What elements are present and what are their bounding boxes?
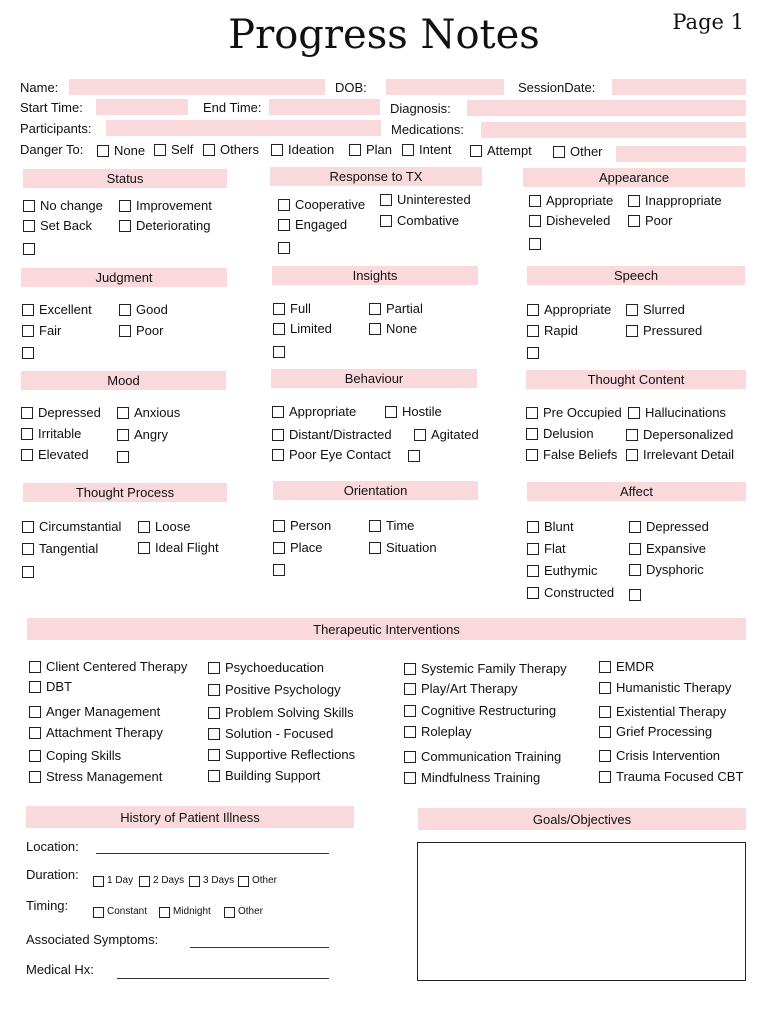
mood-elevated[interactable]: Elevated: [21, 447, 89, 463]
affect-depressed[interactable]: Depressed: [629, 519, 709, 535]
intervention-stress-management[interactable]: Stress Management: [29, 769, 162, 785]
checkbox[interactable]: [599, 661, 611, 673]
page-title: Progress Notes: [228, 12, 540, 58]
interventions-header: Therapeutic Interventions: [27, 618, 746, 640]
checkbox[interactable]: [21, 428, 33, 440]
response-engaged[interactable]: Engaged: [278, 217, 347, 233]
checkbox[interactable]: [278, 199, 290, 211]
checkbox[interactable]: [404, 772, 416, 784]
intervention-roleplay[interactable]: Roleplay: [404, 724, 472, 740]
checkbox[interactable]: [626, 325, 638, 337]
orientation-situation[interactable]: Situation: [369, 540, 437, 556]
medical-hx-label: Medical Hx:: [26, 962, 94, 977]
checkbox[interactable]: [23, 200, 35, 212]
associated-symptoms-label: Associated Symptoms:: [26, 932, 159, 947]
response-header: Response to TX: [270, 167, 482, 186]
associated-symptoms-line[interactable]: [190, 947, 329, 948]
behaviour-hostile[interactable]: Hostile: [385, 404, 442, 420]
checkbox[interactable]: [273, 323, 285, 335]
insights-blank-checkbox[interactable]: [273, 346, 285, 358]
checkbox[interactable]: [628, 407, 640, 419]
checkbox[interactable]: [272, 406, 284, 418]
thought-content-depersonalized[interactable]: Depersonalized: [626, 427, 733, 443]
thought-content-irrelevant-detail[interactable]: Irrelevant Detail: [626, 447, 734, 463]
status-improvement[interactable]: Improvement: [119, 198, 212, 214]
checkbox[interactable]: [380, 194, 392, 206]
danger-intent[interactable]: Intent: [402, 142, 452, 158]
thought-content-header: Thought Content: [526, 370, 746, 389]
intervention-crisis[interactable]: Crisis Intervention: [599, 748, 720, 764]
checkbox[interactable]: [628, 215, 640, 227]
duration-1-day[interactable]: 1 Day: [93, 873, 133, 889]
checkbox[interactable]: [29, 706, 41, 718]
checkbox[interactable]: [119, 220, 131, 232]
checkbox[interactable]: [119, 304, 131, 316]
checkbox[interactable]: [138, 521, 150, 533]
checkbox[interactable]: [599, 771, 611, 783]
timing-midnight[interactable]: Midnight: [159, 904, 211, 920]
checkbox[interactable]: [208, 728, 220, 740]
insights-limited[interactable]: Limited: [273, 321, 332, 337]
diagnosis-label: Diagnosis:: [390, 101, 451, 116]
judgment-blank-checkbox[interactable]: [22, 347, 34, 359]
behaviour-poor-eye-contact[interactable]: Poor Eye Contact: [272, 447, 391, 463]
intervention-dbt[interactable]: DBT: [29, 679, 72, 695]
intervention-play-art[interactable]: Play/Art Therapy: [404, 681, 518, 697]
intervention-problem-solving[interactable]: Problem Solving Skills: [208, 705, 354, 721]
checkbox[interactable]: [385, 406, 397, 418]
timing-label: Timing:: [26, 898, 69, 913]
duration-other[interactable]: Other: [238, 873, 277, 889]
status-set-back[interactable]: Set Back: [23, 218, 92, 234]
thought-process-ideal-flight[interactable]: Ideal Flight: [138, 540, 219, 556]
name-field[interactable]: [69, 79, 325, 95]
dob-label: DOB:: [335, 80, 367, 95]
start-time-label: Start Time:: [20, 100, 83, 115]
status-deteriorating[interactable]: Deteriorating: [119, 218, 210, 234]
thought-content-preoccupied[interactable]: Pre Occupied: [526, 405, 622, 421]
location-line[interactable]: [96, 853, 329, 854]
checkbox[interactable]: [599, 726, 611, 738]
speech-header: Speech: [527, 266, 745, 285]
session-date-label: SessionDate:: [518, 80, 596, 95]
checkbox[interactable]: [404, 726, 416, 738]
speech-pressured[interactable]: Pressured: [626, 323, 702, 339]
checkbox[interactable]: [629, 543, 641, 555]
checkbox[interactable]: [159, 907, 170, 918]
duration-3-days[interactable]: 3 Days: [189, 873, 234, 889]
duration-label: Duration:: [26, 867, 79, 882]
checkbox[interactable]: [369, 520, 381, 532]
danger-other[interactable]: Other: [553, 144, 603, 160]
checkbox[interactable]: [527, 304, 539, 316]
checkbox[interactable]: [117, 429, 129, 441]
checkbox[interactable]: [599, 682, 611, 694]
status-blank-checkbox[interactable]: [23, 243, 35, 255]
intervention-cognitive-restructuring[interactable]: Cognitive Restructuring: [404, 703, 556, 719]
intervention-anger-management[interactable]: Anger Management: [29, 704, 160, 720]
thought-process-loose[interactable]: Loose: [138, 519, 190, 535]
affect-constructed[interactable]: Constructed: [527, 585, 614, 601]
checkbox[interactable]: [22, 304, 34, 316]
insights-partial[interactable]: Partial: [369, 301, 423, 317]
duration-2-days[interactable]: 2 Days: [139, 873, 184, 889]
diagnosis-field[interactable]: [467, 100, 746, 116]
intervention-coping-skills[interactable]: Coping Skills: [29, 748, 121, 764]
checkbox[interactable]: [527, 565, 539, 577]
checkbox[interactable]: [402, 144, 414, 156]
checkbox[interactable]: [208, 749, 220, 761]
orientation-place[interactable]: Place: [273, 540, 323, 556]
judgment-header: Judgment: [21, 268, 227, 287]
appearance-appropriate[interactable]: Appropriate: [529, 193, 613, 209]
intervention-systemic-family[interactable]: Systemic Family Therapy: [404, 661, 567, 677]
checkbox[interactable]: [29, 771, 41, 783]
checkbox[interactable]: [29, 681, 41, 693]
mood-depressed[interactable]: Depressed: [21, 405, 101, 421]
behaviour-agitated[interactable]: Agitated: [414, 427, 479, 443]
intervention-humanistic[interactable]: Humanistic Therapy: [599, 680, 731, 696]
checkbox[interactable]: [626, 449, 638, 461]
speech-slurred[interactable]: Slurred: [626, 302, 685, 318]
checkbox[interactable]: [139, 876, 150, 887]
appearance-inappropriate[interactable]: Inappropriate: [628, 193, 722, 209]
checkbox[interactable]: [414, 429, 426, 441]
checkbox[interactable]: [117, 407, 129, 419]
affect-flat[interactable]: Flat: [527, 541, 566, 557]
checkbox[interactable]: [526, 449, 538, 461]
intervention-solution-focused[interactable]: Solution - Focused: [208, 726, 333, 742]
name-label: Name:: [20, 80, 59, 95]
orientation-person[interactable]: Person: [273, 518, 331, 534]
checkbox[interactable]: [29, 727, 41, 739]
checkbox[interactable]: [189, 876, 200, 887]
checkbox[interactable]: [526, 407, 538, 419]
behaviour-distant[interactable]: Distant/Distracted: [272, 427, 392, 443]
checkbox[interactable]: [369, 323, 381, 335]
checkbox[interactable]: [224, 907, 235, 918]
insights-header: Insights: [272, 266, 478, 285]
thought-content-hallucinations[interactable]: Hallucinations: [628, 405, 726, 421]
checkbox[interactable]: [29, 661, 41, 673]
checkbox[interactable]: [404, 751, 416, 763]
checkbox[interactable]: [273, 542, 285, 554]
intervention-emdr[interactable]: EMDR: [599, 659, 654, 675]
checkbox[interactable]: [369, 303, 381, 315]
affect-dysphoric[interactable]: Dysphoric: [629, 562, 704, 578]
thought-process-circumstantial[interactable]: Circumstantial: [22, 519, 121, 535]
participants-label: Participants:: [20, 121, 92, 136]
checkbox[interactable]: [272, 429, 284, 441]
checkbox[interactable]: [97, 145, 109, 157]
checkbox[interactable]: [629, 564, 641, 576]
timing-other[interactable]: Other: [224, 904, 263, 920]
affect-blunt[interactable]: Blunt: [527, 519, 574, 535]
danger-plan[interactable]: Plan: [349, 142, 392, 158]
checkbox[interactable]: [626, 304, 638, 316]
behaviour-blank-checkbox[interactable]: [408, 450, 420, 462]
session-date-field[interactable]: [612, 79, 746, 95]
goals-header: Goals/Objectives: [418, 808, 746, 830]
mood-header: Mood: [21, 371, 226, 390]
status-header: Status: [23, 169, 227, 188]
checkbox[interactable]: [527, 325, 539, 337]
mood-anxious[interactable]: Anxious: [117, 405, 180, 421]
appearance-blank-checkbox[interactable]: [529, 238, 541, 250]
appearance-poor[interactable]: Poor: [628, 213, 672, 229]
checkbox[interactable]: [208, 662, 220, 674]
danger-other-field[interactable]: [616, 146, 746, 162]
checkbox[interactable]: [527, 521, 539, 533]
checkbox[interactable]: [470, 145, 482, 157]
checkbox[interactable]: [529, 215, 541, 227]
checkbox[interactable]: [629, 521, 641, 533]
checkbox[interactable]: [138, 542, 150, 554]
checkbox[interactable]: [380, 215, 392, 227]
judgment-excellent[interactable]: Excellent: [22, 302, 92, 318]
response-uninterested[interactable]: Uninterested: [380, 192, 471, 208]
affect-blank-checkbox[interactable]: [629, 589, 641, 601]
checkbox[interactable]: [21, 449, 33, 461]
checkbox[interactable]: [527, 587, 539, 599]
checkbox[interactable]: [553, 146, 565, 158]
checkbox[interactable]: [208, 684, 220, 696]
mood-irritable[interactable]: Irritable: [21, 426, 81, 442]
checkbox[interactable]: [22, 325, 34, 337]
timing-constant[interactable]: Constant: [93, 904, 147, 920]
checkbox[interactable]: [21, 407, 33, 419]
insights-full[interactable]: Full: [273, 301, 311, 317]
appearance-header: Appearance: [523, 168, 745, 187]
checkbox[interactable]: [527, 543, 539, 555]
thought-process-tangential[interactable]: Tangential: [22, 541, 98, 557]
checkbox[interactable]: [154, 144, 166, 156]
orientation-time[interactable]: Time: [369, 518, 414, 534]
checkbox[interactable]: [93, 907, 104, 918]
intervention-attachment[interactable]: Attachment Therapy: [29, 725, 163, 741]
checkbox[interactable]: [278, 219, 290, 231]
end-time-field[interactable]: [269, 99, 380, 115]
danger-attempt[interactable]: Attempt: [470, 143, 532, 159]
orientation-blank-checkbox[interactable]: [273, 564, 285, 576]
danger-others[interactable]: Others: [203, 142, 259, 158]
checkbox[interactable]: [93, 876, 104, 887]
intervention-client-centered[interactable]: Client Centered Therapy: [29, 659, 187, 675]
checkbox[interactable]: [208, 770, 220, 782]
speech-appropriate[interactable]: Appropriate: [527, 302, 611, 318]
checkbox[interactable]: [22, 521, 34, 533]
intervention-existential[interactable]: Existential Therapy: [599, 704, 726, 720]
checkbox[interactable]: [404, 705, 416, 717]
checkbox[interactable]: [238, 876, 249, 887]
page-number: Page 1: [672, 10, 744, 34]
checkbox[interactable]: [119, 200, 131, 212]
behaviour-appropriate[interactable]: Appropriate: [272, 404, 356, 420]
checkbox[interactable]: [23, 220, 35, 232]
judgment-good[interactable]: Good: [119, 302, 168, 318]
orientation-header: Orientation: [273, 481, 478, 500]
medications-field[interactable]: [481, 122, 746, 138]
speech-rapid[interactable]: Rapid: [527, 323, 578, 339]
thought-process-blank-checkbox[interactable]: [22, 566, 34, 578]
intervention-trauma-cbt[interactable]: Trauma Focused CBT: [599, 769, 743, 785]
intervention-positive-psychology[interactable]: Positive Psychology: [208, 682, 341, 698]
judgment-poor[interactable]: Poor: [119, 323, 163, 339]
checkbox[interactable]: [119, 325, 131, 337]
checkbox[interactable]: [599, 750, 611, 762]
insights-none[interactable]: None: [369, 321, 417, 337]
start-time-field[interactable]: [96, 99, 188, 115]
intervention-mindfulness-training[interactable]: Mindfulness Training: [404, 770, 540, 786]
checkbox[interactable]: [404, 683, 416, 695]
checkbox[interactable]: [369, 542, 381, 554]
checkbox[interactable]: [203, 144, 215, 156]
checkbox[interactable]: [273, 303, 285, 315]
intervention-building-support[interactable]: Building Support: [208, 768, 320, 784]
response-blank-checkbox[interactable]: [278, 242, 290, 254]
participants-field[interactable]: [106, 120, 381, 136]
affect-header: Affect: [527, 482, 746, 501]
behaviour-header: Behaviour: [271, 369, 477, 388]
intervention-psychoeducation[interactable]: Psychoeducation: [208, 660, 324, 676]
danger-self[interactable]: Self: [154, 142, 193, 158]
danger-to-label: Danger To:: [20, 142, 84, 157]
checkbox[interactable]: [208, 707, 220, 719]
speech-blank-checkbox[interactable]: [527, 347, 539, 359]
intervention-supportive-reflections[interactable]: Supportive Reflections: [208, 747, 355, 763]
mood-blank-checkbox[interactable]: [117, 451, 129, 463]
checkbox[interactable]: [628, 195, 640, 207]
status-no-change[interactable]: No change: [23, 198, 103, 214]
medications-label: Medications:: [391, 122, 464, 137]
checkbox[interactable]: [404, 663, 416, 675]
goals-textbox[interactable]: [417, 842, 746, 981]
judgment-fair[interactable]: Fair: [22, 323, 61, 339]
response-combative[interactable]: Combative: [380, 213, 459, 229]
thought-content-delusion[interactable]: Delusion: [526, 426, 594, 442]
thought-process-header: Thought Process: [23, 483, 227, 502]
dob-field[interactable]: [386, 79, 504, 95]
appearance-disheveled[interactable]: Disheveled: [529, 213, 610, 229]
checkbox[interactable]: [349, 144, 361, 156]
affect-euthymic[interactable]: Euthymic: [527, 563, 597, 579]
checkbox[interactable]: [526, 428, 538, 440]
thought-content-false-beliefs[interactable]: False Beliefs: [526, 447, 617, 463]
checkbox[interactable]: [626, 429, 638, 441]
history-header: History of Patient Illness: [26, 806, 354, 828]
intervention-grief-processing[interactable]: Grief Processing: [599, 724, 712, 740]
checkbox[interactable]: [29, 750, 41, 762]
danger-ideation[interactable]: Ideation: [271, 142, 334, 158]
checkbox[interactable]: [529, 195, 541, 207]
danger-none[interactable]: None: [97, 143, 145, 159]
checkbox[interactable]: [599, 706, 611, 718]
end-time-label: End Time:: [203, 100, 262, 115]
mood-angry[interactable]: Angry: [117, 427, 168, 443]
checkbox[interactable]: [272, 449, 284, 461]
checkbox[interactable]: [273, 520, 285, 532]
medical-hx-line[interactable]: [117, 978, 329, 979]
intervention-communication-training[interactable]: Communication Training: [404, 749, 561, 765]
checkbox[interactable]: [271, 144, 283, 156]
checkbox[interactable]: [22, 543, 34, 555]
response-cooperative[interactable]: Cooperative: [278, 197, 365, 213]
location-label: Location:: [26, 839, 79, 854]
affect-expansive[interactable]: Expansive: [629, 541, 706, 557]
